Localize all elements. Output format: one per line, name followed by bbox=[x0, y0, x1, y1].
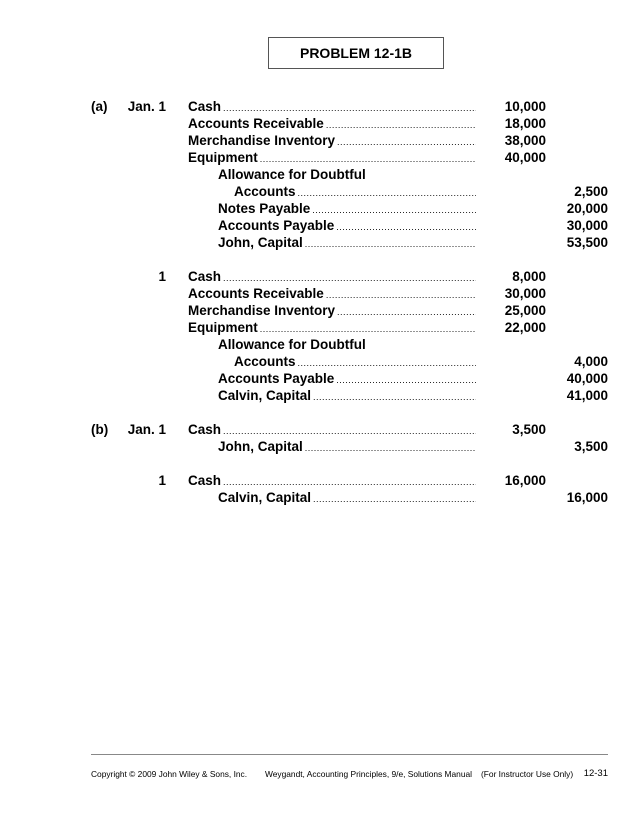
journal-line bbox=[0, 132, 638, 149]
account-name: Merchandise Inventory bbox=[188, 303, 336, 318]
dot-leader bbox=[298, 355, 476, 370]
entry-date: Jan. 1 bbox=[127, 422, 166, 437]
dot-leader bbox=[223, 270, 476, 285]
account-cell bbox=[188, 115, 476, 132]
account-name: Accounts Receivable bbox=[188, 286, 324, 301]
section-label: (b) bbox=[91, 422, 109, 437]
dot-leader bbox=[326, 117, 476, 132]
account-cell bbox=[188, 302, 476, 319]
account-name: Cash bbox=[188, 422, 222, 437]
credit-amount: 16,000 bbox=[566, 490, 608, 505]
account-cell bbox=[188, 285, 476, 302]
dot-leader bbox=[313, 491, 476, 506]
page-number: 12-31 bbox=[583, 768, 608, 779]
account-cell bbox=[218, 336, 476, 353]
journal-line bbox=[0, 370, 638, 387]
account-cell bbox=[218, 200, 476, 217]
footer-book-title: Weygandt, Accounting Principles, 9/e, Solutions Manual bbox=[265, 769, 473, 779]
account-cell bbox=[218, 387, 476, 404]
dot-leader bbox=[337, 134, 476, 149]
section-label: (a) bbox=[91, 99, 108, 114]
footer-usage-note: (For Instructor Use Only) bbox=[481, 769, 574, 779]
credit-amount: 53,500 bbox=[566, 235, 608, 250]
debit-amount: 16,000 bbox=[504, 473, 546, 488]
journal-line bbox=[0, 353, 638, 370]
journal-line bbox=[0, 421, 638, 438]
account-cell bbox=[188, 319, 476, 336]
credit-amount: 30,000 bbox=[566, 218, 608, 233]
dot-leader bbox=[260, 321, 476, 336]
journal-line bbox=[0, 336, 638, 353]
dot-leader bbox=[305, 440, 476, 455]
debit-amount: 25,000 bbox=[504, 303, 546, 318]
dot-leader bbox=[260, 151, 476, 166]
journal-line bbox=[0, 98, 638, 115]
account-name: Equipment bbox=[188, 320, 258, 335]
account-cell bbox=[218, 370, 476, 387]
journal-line bbox=[0, 234, 638, 251]
dot-leader bbox=[326, 287, 476, 302]
debit-amount: 38,000 bbox=[504, 133, 546, 148]
account-name: John, Capital bbox=[218, 439, 303, 454]
credit-amount: 3,500 bbox=[574, 439, 608, 454]
dot-leader bbox=[223, 100, 476, 115]
account-cell bbox=[218, 217, 476, 234]
debit-amount: 8,000 bbox=[512, 269, 546, 284]
dot-leader bbox=[312, 202, 476, 217]
dot-leader bbox=[298, 185, 476, 200]
account-name: Equipment bbox=[188, 150, 258, 165]
account-name: Allowance for Doubtful bbox=[218, 167, 366, 182]
journal-line bbox=[0, 285, 638, 302]
account-name: Merchandise Inventory bbox=[188, 133, 336, 148]
journal-line bbox=[0, 319, 638, 336]
journal-line bbox=[0, 217, 638, 234]
account-name: Accounts bbox=[234, 354, 296, 369]
journal-line bbox=[0, 149, 638, 166]
entry-date: 1 bbox=[158, 473, 166, 488]
account-name: Allowance for Doubtful bbox=[218, 337, 366, 352]
dot-leader bbox=[223, 474, 476, 489]
credit-amount: 2,500 bbox=[574, 184, 608, 199]
debit-amount: 3,500 bbox=[512, 422, 546, 437]
journal-line bbox=[0, 268, 638, 285]
journal-line bbox=[0, 166, 638, 183]
page-footer bbox=[91, 754, 608, 781]
dot-leader bbox=[336, 219, 476, 234]
credit-amount: 20,000 bbox=[566, 201, 608, 216]
account-cell bbox=[234, 353, 476, 370]
account-name: Notes Payable bbox=[218, 201, 311, 216]
account-name: Accounts Receivable bbox=[188, 116, 324, 131]
account-name: Calvin, Capital bbox=[218, 490, 312, 505]
credit-amount: 41,000 bbox=[566, 388, 608, 403]
dot-leader bbox=[337, 304, 476, 319]
account-name: Calvin, Capital bbox=[218, 388, 312, 403]
credit-amount: 4,000 bbox=[574, 354, 608, 369]
footer-copyright: Copyright © 2009 John Wiley & Sons, Inc. bbox=[91, 769, 248, 779]
account-name: Cash bbox=[188, 473, 222, 488]
debit-amount: 10,000 bbox=[504, 99, 546, 114]
account-name: Accounts Payable bbox=[218, 371, 335, 386]
debit-amount: 22,000 bbox=[504, 320, 546, 335]
account-cell bbox=[234, 183, 476, 200]
account-cell bbox=[188, 149, 476, 166]
account-cell bbox=[188, 472, 476, 489]
dot-leader bbox=[223, 423, 476, 438]
credit-amount: 40,000 bbox=[566, 371, 608, 386]
journal-line bbox=[0, 200, 638, 217]
journal-line bbox=[0, 489, 638, 506]
debit-amount: 18,000 bbox=[504, 116, 546, 131]
debit-amount: 30,000 bbox=[504, 286, 546, 301]
problem-title: PROBLEM 12-1B bbox=[268, 37, 444, 69]
journal-line bbox=[0, 387, 638, 404]
debit-amount: 40,000 bbox=[504, 150, 546, 165]
account-cell bbox=[188, 268, 476, 285]
account-cell bbox=[218, 489, 476, 506]
account-name: Accounts bbox=[234, 184, 296, 199]
account-cell bbox=[218, 438, 476, 455]
account-name: John, Capital bbox=[218, 235, 303, 250]
dot-leader bbox=[313, 389, 476, 404]
account-cell bbox=[188, 421, 476, 438]
journal-line bbox=[0, 472, 638, 489]
account-cell bbox=[188, 132, 476, 149]
journal-line bbox=[0, 115, 638, 132]
account-cell bbox=[218, 166, 476, 183]
journal-line bbox=[0, 302, 638, 319]
dot-leader bbox=[336, 372, 476, 387]
account-name: Cash bbox=[188, 269, 222, 284]
journal-line bbox=[0, 183, 638, 200]
account-name: Accounts Payable bbox=[218, 218, 335, 233]
dot-leader bbox=[305, 236, 476, 251]
entry-date: Jan. 1 bbox=[127, 99, 166, 114]
account-cell bbox=[188, 98, 476, 115]
journal-line bbox=[0, 438, 638, 455]
entry-date: 1 bbox=[158, 269, 166, 284]
account-cell bbox=[218, 234, 476, 251]
account-name: Cash bbox=[188, 99, 222, 114]
